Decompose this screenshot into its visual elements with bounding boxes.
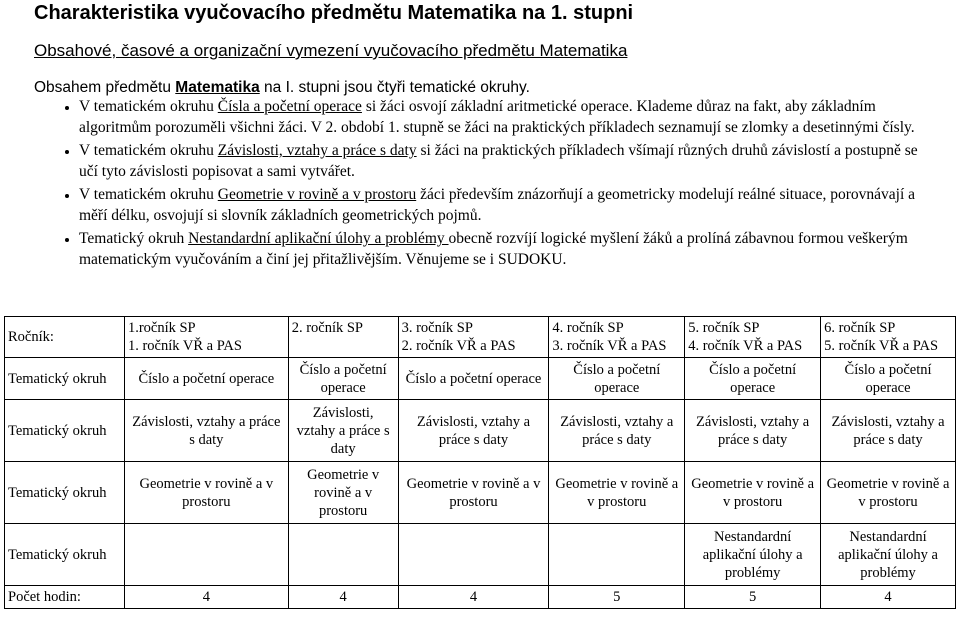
row-label: Tematický okruh: [5, 462, 125, 524]
item-text-after: si žáci osvojí základní aritmetické operace. Klademe důraz na fakt, aby základním algoritmům porozuměli všichni žáci. V 2. období 1. stupně se žáci na praktických příkladech seznamují se zlomky a desetinnými čísly.: [79, 98, 915, 136]
item-text-before: Tematický okruh: [79, 230, 189, 247]
table-cell: Závislosti, vztahy a práce s daty: [288, 400, 398, 462]
intro-suffix: na I. stupni jsou čtyři tematické okruhy.: [259, 79, 530, 96]
table-cell: Geometrie v rovině a v prostoru: [288, 462, 398, 524]
item-text-after: žáci především znázorňují a geometricky modelují reálné situace, porovnávají a měří délku, osvojují si slovník základních geometrických pojmů.: [79, 186, 916, 224]
list-item: [79, 140, 939, 182]
table-cell: Geometrie v rovině a v prostoru: [124, 462, 288, 524]
grade-label: Ročník:: [5, 317, 125, 358]
table-cell: [398, 524, 549, 586]
hours-cell: 5: [549, 586, 685, 609]
topic-list: [34, 96, 939, 272]
table-cell: Závislosti, vztahy a práce s daty: [685, 400, 821, 462]
curriculum-table: [4, 316, 956, 609]
grade-cell: 6. ročník SP 5. ročník VŘ a PAS: [821, 317, 956, 358]
page-title: Charakteristika vyučovacího předmětu Matematika na 1. stupni: [34, 2, 634, 24]
topic-link[interactable]: Nestandardní aplikační úlohy a problémy: [188, 230, 449, 247]
grade-cell: 1.ročník SP 1. ročník VŘ a PAS: [124, 317, 288, 358]
grade-cell: 3. ročník SP 2. ročník VŘ a PAS: [398, 317, 549, 358]
list-item: [79, 96, 939, 138]
item-text-before: V tematickém okruhu: [79, 186, 218, 203]
table-cell: Závislosti, vztahy a práce s daty: [124, 400, 288, 462]
table-row: [5, 400, 956, 462]
item-text-after: obecně rozvíjí logické myšlení žáků a prolíná zábavnou formou veškerým matematickým vyučováním a činí jej přitažlivějším. Věnujeme se i SUDOKU.: [79, 230, 908, 268]
section-heading: Obsahové, časové a organizační vymezení vyučovacího předmětu Matematika: [34, 41, 628, 60]
hours-cell: 4: [288, 586, 398, 609]
hours-cell: 4: [821, 586, 956, 609]
row-label: Tematický okruh: [5, 400, 125, 462]
table-row: [5, 586, 956, 609]
table-cell: Geometrie v rovině a v prostoru: [685, 462, 821, 524]
topic-link[interactable]: Geometrie v rovině a v prostoru: [217, 186, 417, 203]
table-cell: Číslo a početní operace: [821, 358, 956, 400]
table-cell: Geometrie v rovině a v prostoru: [549, 462, 685, 524]
table-cell: [549, 524, 685, 586]
table-row: [5, 524, 956, 586]
table-cell: Závislosti, vztahy a práce s daty: [549, 400, 685, 462]
table-cell: Geometrie v rovině a v prostoru: [398, 462, 549, 524]
table-row: [5, 462, 956, 524]
list-item: [79, 228, 939, 270]
table-cell: Číslo a početní operace: [288, 358, 398, 400]
row-label: Tematický okruh: [5, 524, 125, 586]
intro-prefix: Obsahem předmětu: [34, 79, 176, 96]
list-item: [79, 184, 939, 226]
table-cell: Geometrie v rovině a v prostoru: [821, 462, 956, 524]
hours-cell: 5: [685, 586, 821, 609]
hours-cell: 4: [124, 586, 288, 609]
topic-link[interactable]: Čísla a početní operace: [217, 98, 362, 115]
grade-cell: 4. ročník SP 3. ročník VŘ a PAS: [549, 317, 685, 358]
table-cell: Závislosti, vztahy a práce s daty: [821, 400, 956, 462]
table-cell: Číslo a početní operace: [685, 358, 821, 400]
grade-cell: 2. ročník SP: [288, 317, 398, 358]
intro-text: [34, 78, 530, 98]
table-cell: [288, 524, 398, 586]
table-cell: Nestandardní aplikační úlohy a problémy: [685, 524, 821, 586]
topic-link[interactable]: Závislosti, vztahy a práce s daty: [217, 142, 417, 159]
table-cell: Závislosti, vztahy a práce s daty: [398, 400, 549, 462]
table-cell: Číslo a početní operace: [124, 358, 288, 400]
table-cell: Číslo a početní operace: [398, 358, 549, 400]
table-row: [5, 317, 956, 358]
grade-cell: 5. ročník SP 4. ročník VŘ a PAS: [685, 317, 821, 358]
row-label: Tematický okruh: [5, 358, 125, 400]
intro-subject: Matematika: [175, 79, 260, 96]
item-text-before: V tematickém okruhu: [79, 142, 218, 159]
item-text-before: V tematickém okruhu: [79, 98, 218, 115]
hours-label: Počet hodin:: [5, 586, 125, 609]
table-row: [5, 358, 956, 400]
hours-cell: 4: [398, 586, 549, 609]
table-cell: [124, 524, 288, 586]
table-cell: Číslo a početní operace: [549, 358, 685, 400]
item-text-after: si žáci na praktických příkladech všímají různých druhů závislostí a postupně se učí tyto závislosti popisovat a sami vytvářet.: [79, 142, 918, 180]
table-cell: Nestandardní aplikační úlohy a problémy: [821, 524, 956, 586]
